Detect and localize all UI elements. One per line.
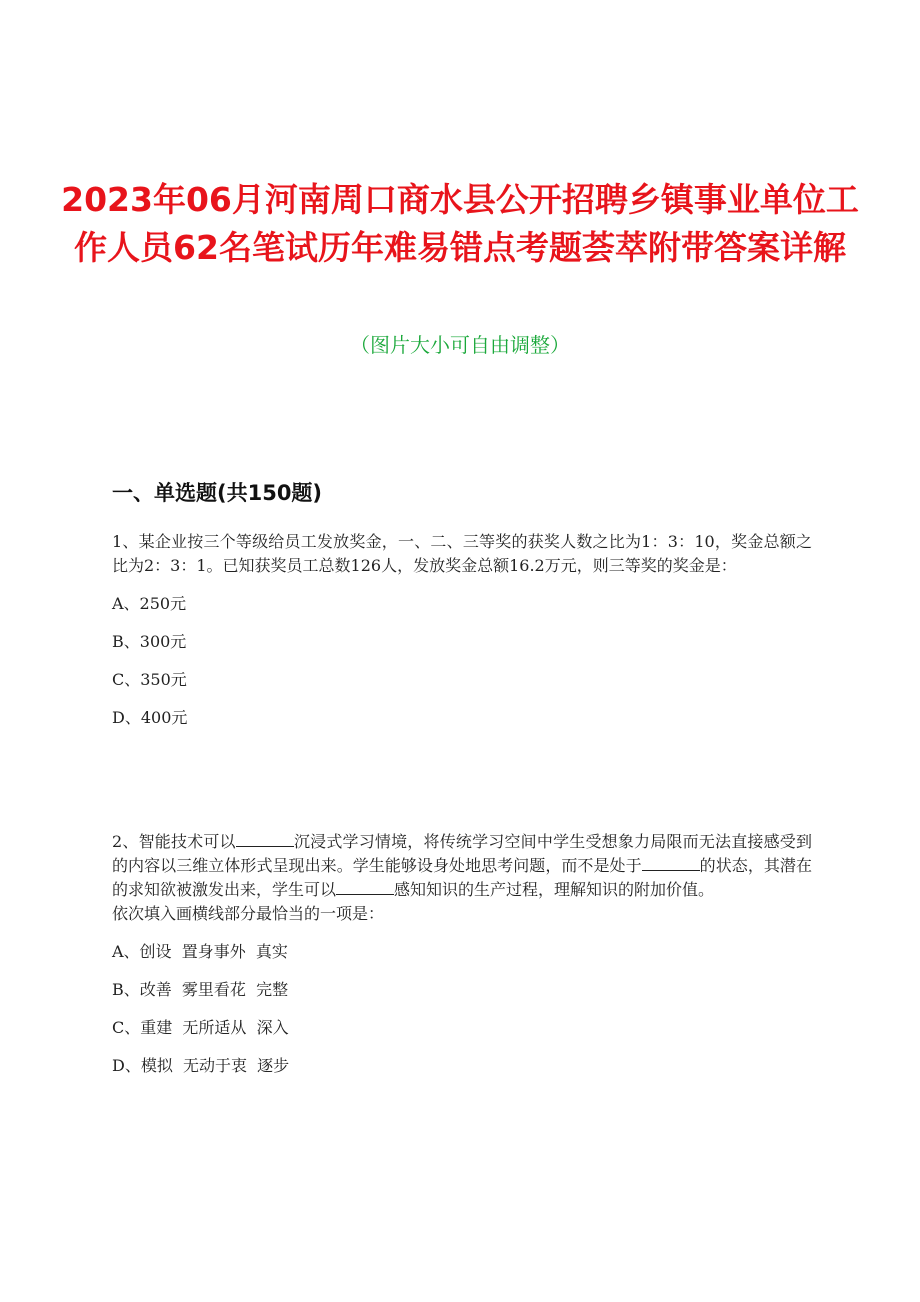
- fill-blank-2: [642, 855, 700, 871]
- question-2-option-b: B、改善 雾里看花 完整: [112, 980, 289, 999]
- question-2-text-part-4: 感知知识的生产过程，理解知识的附加价值。: [394, 880, 715, 899]
- fill-blank-1: [236, 831, 294, 847]
- question-1-text: 1、某企业按三个等级给员工发放奖金，一、二、三等奖的获奖人数之比为1：3：10，奖金总额之比为2：3：1。已知获奖员工总数126人，发放奖金总额16.2万元，则三等奖的奖金是：: [112, 532, 812, 575]
- question-2-option-c: C、重建 无所适从 深入: [112, 1018, 289, 1037]
- question-2-text-part-2: 沉浸式学习情境，将传统学习空间中学生受想象力局限而无法直接感受到的内容以三维立体形式呈现出来。学生能够设身处地思考问题，而不是处于: [112, 832, 812, 875]
- fill-blank-3: [336, 879, 394, 895]
- question-1-option-c: C、350元: [112, 670, 187, 689]
- question-1: [112, 530, 812, 730]
- question-2-text-part-3: 的状态，其潜在的求知欲被激发出来，学生可以: [112, 856, 812, 899]
- question-2-text-part-1: 2、智能技术可以: [112, 832, 236, 851]
- question-1-options: [112, 592, 812, 730]
- document-title: 2023年06月河南周口商水县公开招聘乡镇事业单位工作人员62名笔试历年难易错点考题荟萃附带答案详解: [61, 180, 859, 267]
- question-2-option-a: A、创设 置身事外 真实: [112, 942, 288, 961]
- document-subtitle: （图片大小可自由调整）: [350, 333, 570, 357]
- question-2-text: [112, 830, 812, 902]
- question-2-instruction: 依次填入画横线部分最恰当的一项是：: [112, 904, 385, 923]
- question-2-option-d: D、模拟 无动于衷 逐步: [112, 1056, 290, 1075]
- section-heading: 一、单选题(共150题): [112, 481, 323, 505]
- question-2: [112, 830, 812, 1078]
- question-1-option-b: B、300元: [112, 632, 187, 651]
- question-1-option-a: A、250元: [112, 594, 187, 613]
- question-1-option-d: D、400元: [112, 708, 188, 727]
- question-2-options: [112, 940, 812, 1078]
